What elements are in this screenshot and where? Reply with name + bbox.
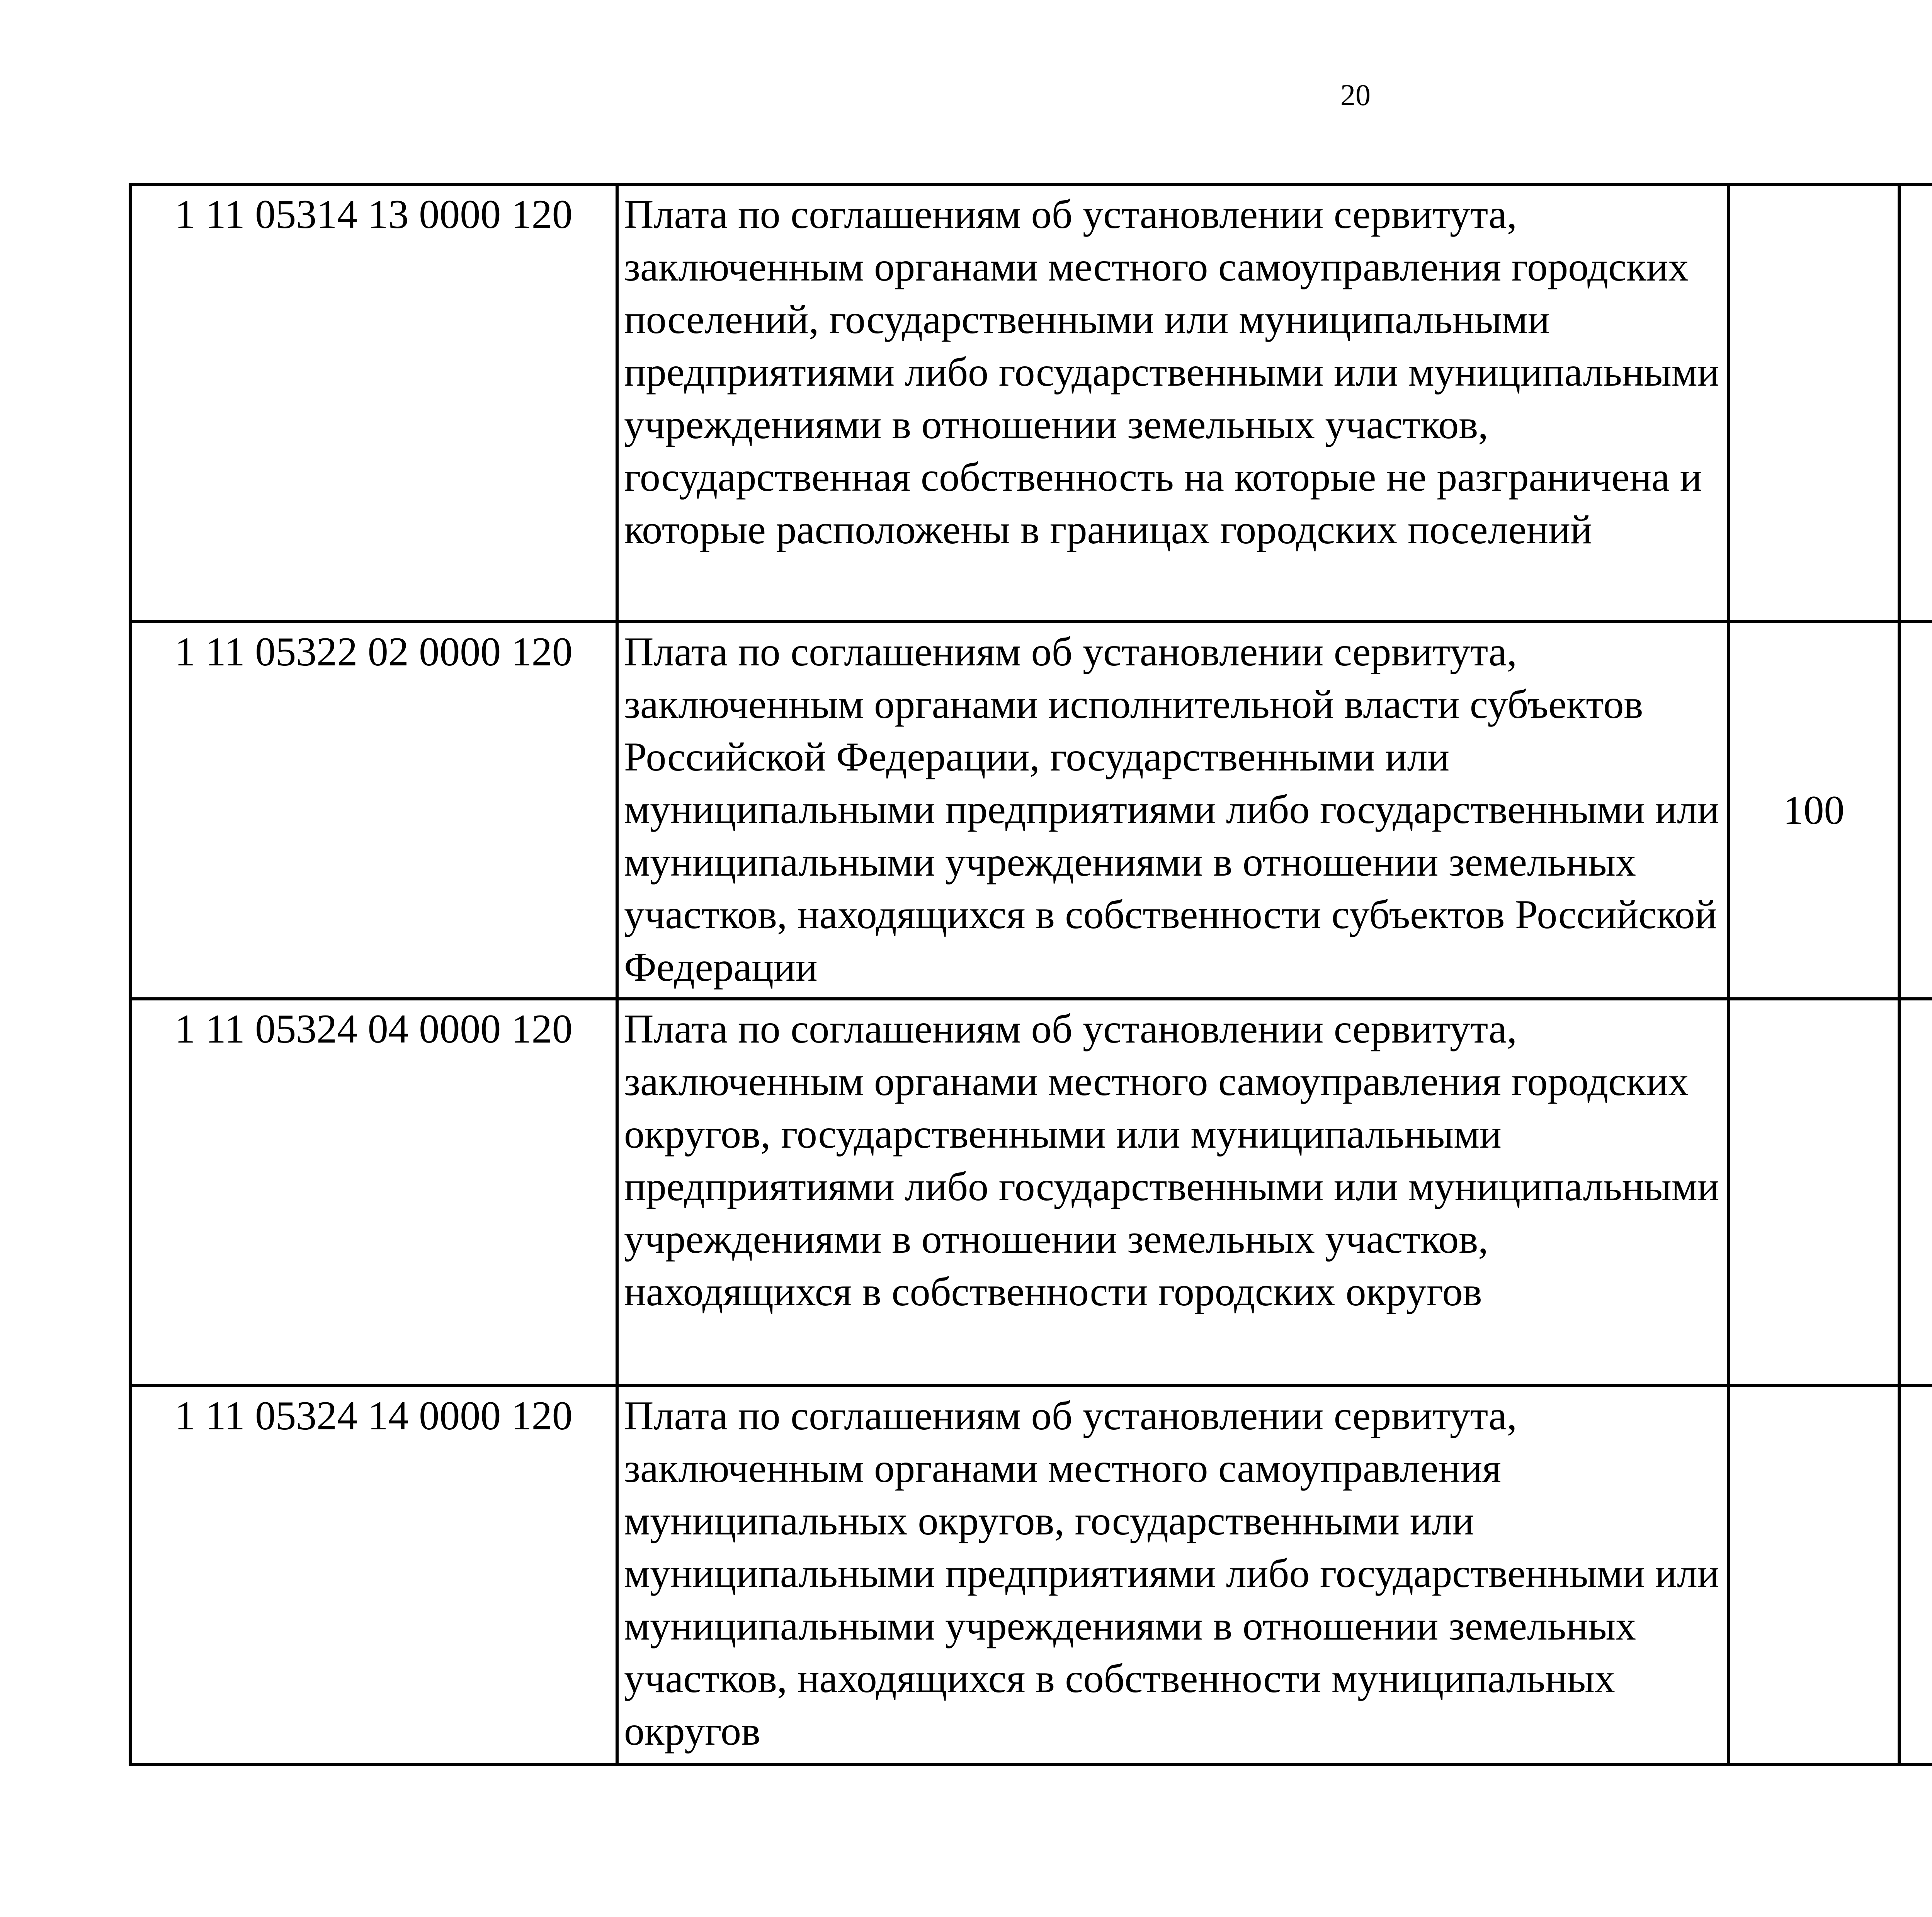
value-cell — [1899, 622, 1932, 999]
value-cell — [1899, 999, 1932, 1386]
page-number: 20 — [1340, 78, 1371, 112]
description-cell: Плата по соглашениям об установлении сервитута, заключенным органами местного самоуправления городских поселений, государственными или муниципальными предприятиями либо государственными или муниципальными учреждениями в отношении земельных участков, государственная собственность на которые не разграничена и которые расположены в границах городских поселений — [617, 184, 1728, 622]
value-cell — [1728, 1386, 1899, 1764]
value-cell: 100 — [1728, 622, 1899, 999]
value-cell — [1728, 999, 1899, 1386]
revenue-distribution-table — [129, 183, 1932, 1766]
description-cell: Плата по соглашениям об установлении сервитута, заключенным органами исполнительной власти субъектов Российской Федерации, государственными или муниципальными предприятиями либо государственными или муниципальными учреждениями в отношении земельных участков, находящихся в собственности субъектов Российской Федерации — [617, 622, 1728, 999]
table-row — [130, 622, 1932, 999]
budget-code-cell: 1 11 05324 04 0000 120 — [130, 999, 617, 1386]
table-row — [130, 184, 1932, 622]
budget-code-cell: 1 11 05322 02 0000 120 — [130, 622, 617, 999]
budget-code-cell: 1 11 05324 14 0000 120 — [130, 1386, 617, 1764]
table-row — [130, 999, 1932, 1386]
value-cell — [1899, 1386, 1932, 1764]
table-row — [130, 1386, 1932, 1764]
description-cell: Плата по соглашениям об установлении сервитута, заключенным органами местного самоуправления муниципальных округов, государственными или муниципальными предприятиями либо государственными или муниципальными учреждениями в отношении земельных участков, находящихся в собственности муниципальных округов — [617, 1386, 1728, 1764]
description-cell: Плата по соглашениям об установлении сервитута, заключенным органами местного самоуправления городских округов, государственными или муниципальными предприятиями либо государственными или муниципальными учреждениями в отношении земельных участков, находящихся в собственности городских округов — [617, 999, 1728, 1386]
value-cell — [1899, 184, 1932, 622]
value-cell — [1728, 184, 1899, 622]
budget-code-cell: 1 11 05314 13 0000 120 — [130, 184, 617, 622]
